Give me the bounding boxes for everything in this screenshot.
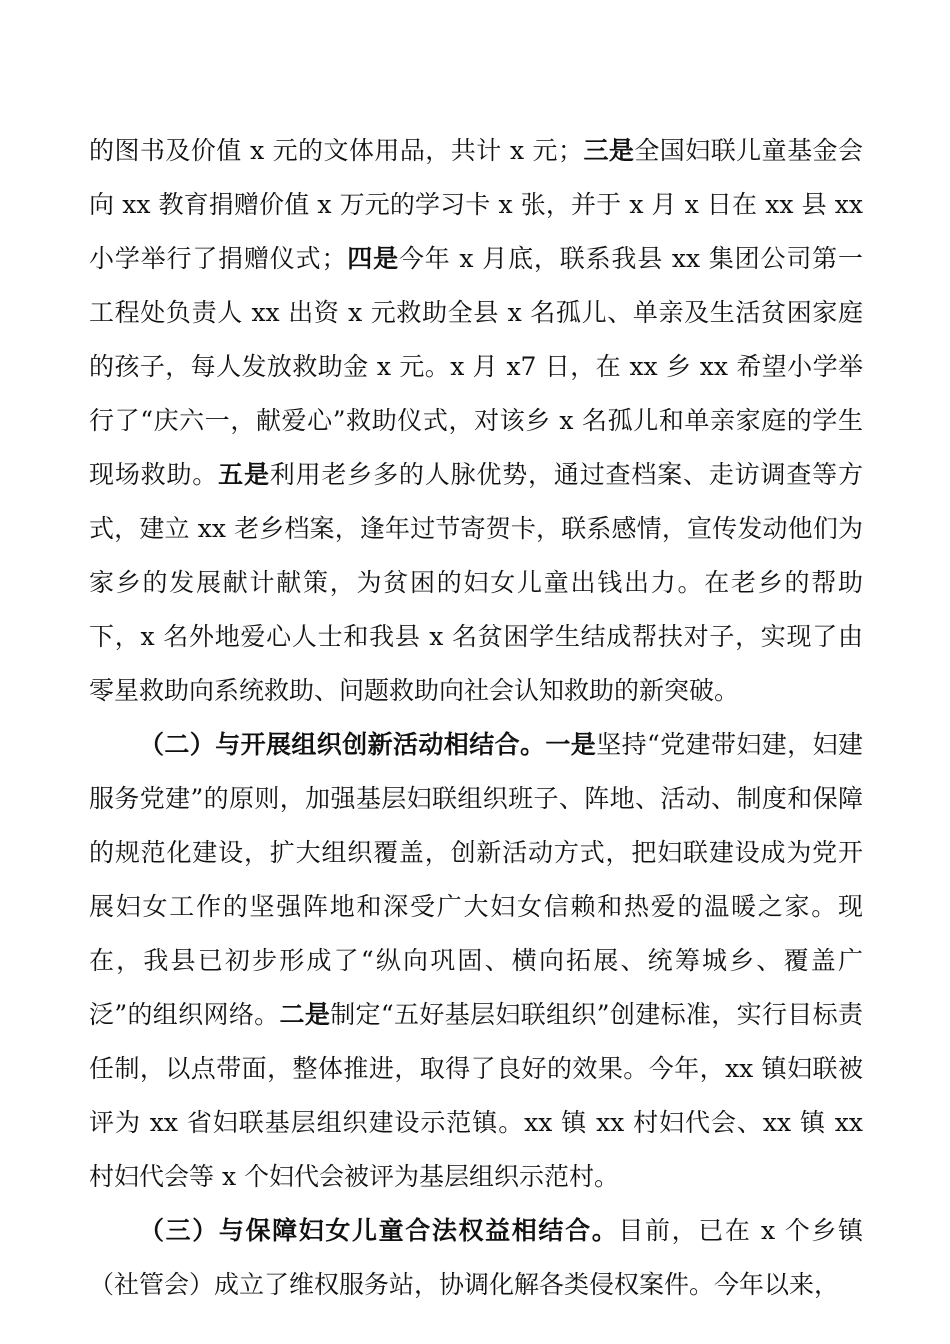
text-run: 目前，已在 x 个乡镇（社管会）成立了维权服务站，协调化解各类侵权案件。今年以来， — [89, 1216, 863, 1299]
section-heading-two: （二）与开展组织创新活动相结合。 — [139, 730, 546, 759]
body-text — [89, 124, 863, 1312]
text-run: 全国妇联儿童基金会向 xx 教育捐赠价值 x 万元的学习卡 x 张，并于 x 月 x 日在 xx 县 xx 小学举行了捐赠仪式； — [89, 136, 863, 273]
item-label-three: 三是 — [583, 136, 635, 165]
text-run: 坚持“党建带妇建，妇建服务党建”的原则，加强基层妇联组织班子、阵地、活动、制度和保障的规范化建设，扩大组织覆盖，创新活动方式，把妇联建设成为党开展妇女工作的坚强阵地和深受广大妇女信赖和热爱的温暖之家。现在，我县已初步形成了“纵向巩固、横向拓展、统筹城乡、覆盖广泛”的组织网络。 — [89, 730, 863, 1029]
paragraph-organization-innovation — [89, 718, 863, 1204]
item-label-four: 四是 — [346, 244, 399, 273]
item-label-five: 五是 — [218, 460, 270, 489]
item-label-one: 一是 — [545, 730, 597, 759]
section-heading-three: （三）与保障妇女儿童合法权益相结合。 — [139, 1216, 619, 1245]
paragraph-assistance-items — [89, 124, 863, 718]
text-run: 今年 x 月底，联系我县 xx 集团公司第一工程处负责人 xx 出资 x 元救助全县 x 名孤儿、单亲及生活贫困家庭的孩子，每人发放救助金 x 元。x 月 x7 日，在 xx 乡 xx 希望小学举行了“庆六一，献爱心”救助仪式，对该乡 x 名孤儿和单亲家庭的学生现场救助。 — [89, 244, 863, 489]
text-run: 利用老乡多的人脉优势，通过查档案、走访调查等方式，建立 xx 老乡档案，逢年过节寄贺卡，联系感情，宣传发动他们为家乡的发展献计献策，为贫困的妇女儿童出钱出力。在老乡的帮助下，x 名外地爱心人士和我县 x 名贫困学生结成帮扶对子，实现了由零星救助向系统救助、问题救助向社会认知救助的新突破。 — [89, 460, 863, 705]
text-run: 制定“五好基层妇联组织”创建标准，实行目标责任制，以点带面，整体推进，取得了良好的效果。今年，xx 镇妇联被评为 xx 省妇联基层组织建设示范镇。xx 镇 xx 村妇代会、xx 镇 xx 村妇代会等 x 个妇代会被评为基层组织示范村。 — [89, 1000, 863, 1191]
paragraph-rights-protection — [89, 1204, 863, 1312]
item-label-two: 二是 — [279, 1000, 331, 1029]
text-run: 的图书及价值 x 元的文体用品，共计 x 元； — [89, 136, 583, 165]
